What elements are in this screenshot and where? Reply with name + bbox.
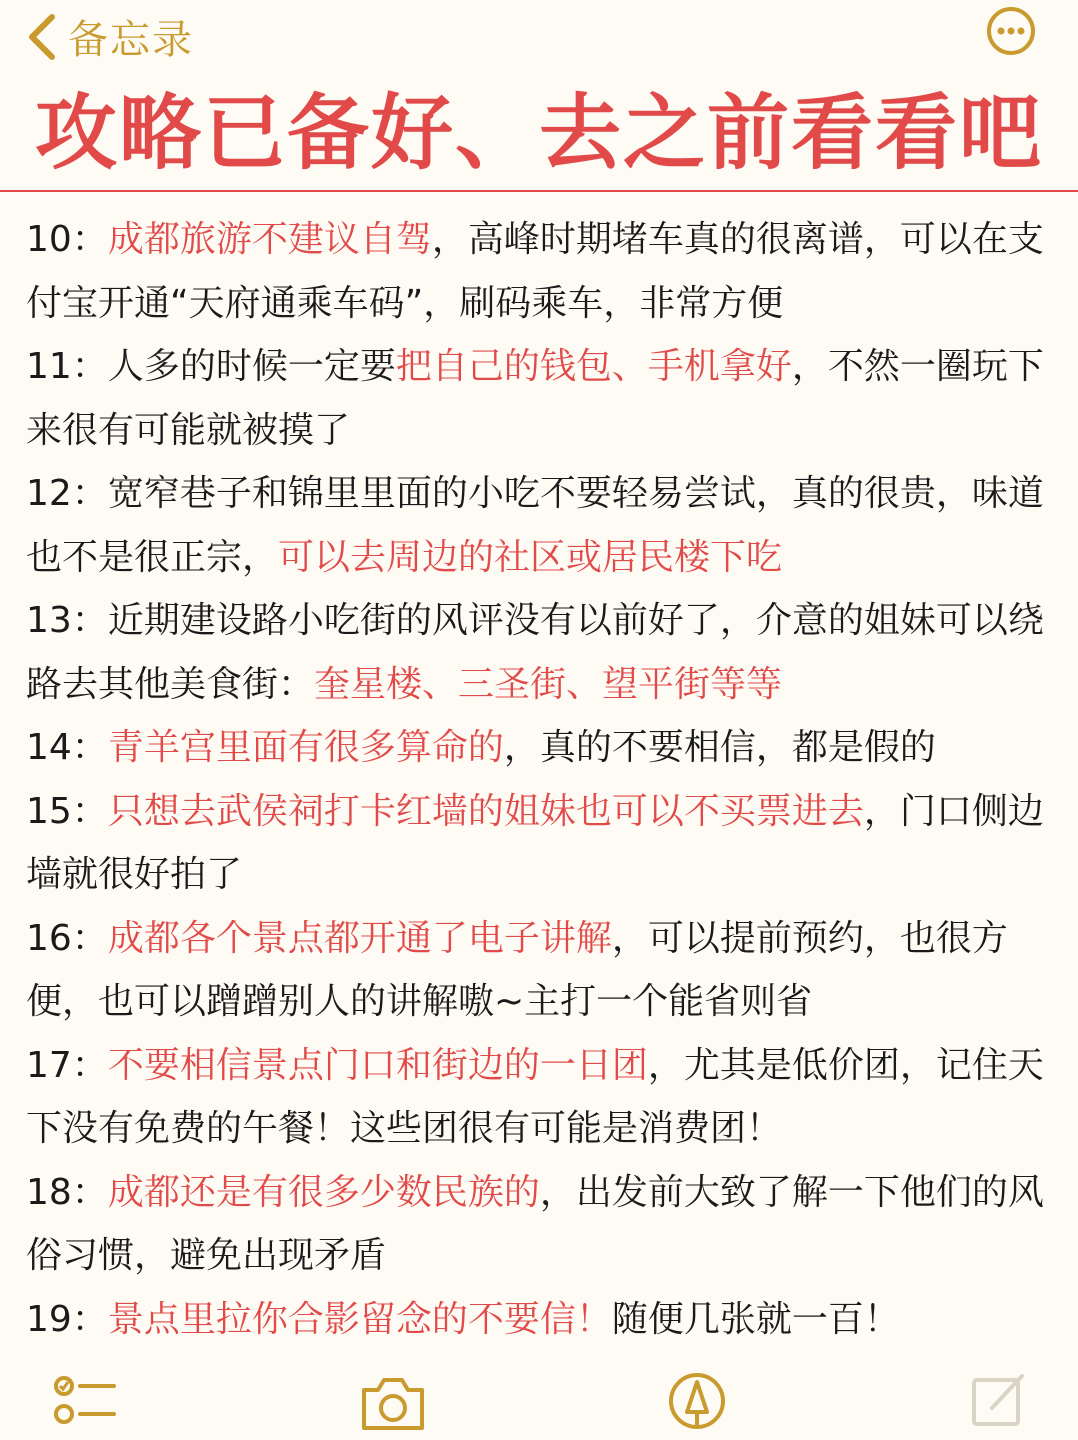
note-title: 攻略已备好、去之前看看吧 (34, 86, 1043, 181)
tip-number: 17： (26, 1044, 108, 1086)
tip-item (26, 1034, 1056, 1161)
tip-highlight-text: 把自己的钱包、手机拿好 (395, 346, 792, 387)
more-horizontal-circle-icon (986, 6, 1036, 56)
compose-button[interactable] (968, 1370, 1028, 1434)
tip-highlight-text: 不要相信景点门口和街边的一日团 (107, 1044, 648, 1086)
tip-item (26, 907, 1056, 1034)
checklist-button[interactable] (52, 1370, 118, 1434)
tip-text: 近期建设路小吃街的风评没有以前好了，介意的姐妹可以绕路去其他美食街： (26, 600, 1044, 705)
tip-item (26, 716, 1056, 780)
tip-number: 16： (26, 917, 108, 959)
more-button[interactable] (986, 6, 1036, 56)
tip-number: 14： (26, 727, 108, 768)
compose-icon (968, 1370, 1028, 1430)
tip-number: 11： (26, 346, 108, 387)
tip-item (26, 1288, 1056, 1352)
tip-text: ，高峰时期堵车真的很离谱，可以在支付宝开通“天府通乘车码”，刷码乘车，非常方便 (26, 219, 1044, 324)
tip-number: 15： (26, 790, 108, 832)
note-body[interactable] (26, 208, 1056, 1351)
markup-button[interactable] (666, 1370, 728, 1436)
tip-item (26, 335, 1056, 462)
title-divider (0, 190, 1078, 192)
tip-highlight-text: 景点里拉你合影留念的不要信！ (107, 1298, 612, 1340)
navigation-bar (0, 0, 1078, 78)
tip-item (26, 462, 1056, 589)
tip-highlight-text: 成都旅游不建议自驾 (107, 219, 432, 260)
tip-text: ，不然一圈玩下来很有可能就被摸了 (26, 346, 1044, 451)
chevron-left-icon (26, 13, 58, 61)
back-label: 备忘录 (68, 17, 194, 63)
tip-text: 宽窄巷子和锦里里面的小吃不要轻易尝试，真的很贵，味道也不是很正宗， (26, 473, 1044, 578)
tip-number: 10： (26, 219, 108, 260)
tip-highlight-text: 成都各个景点都开通了电子讲解 (107, 917, 612, 959)
tip-text: ，真的不要相信，都是假的 (503, 727, 936, 768)
tip-text: ，可以提前预约，也很方便，也可以蹭蹭别人的讲解嗷~主打一个能省则省 (26, 917, 1008, 1022)
tip-text: 人多的时候一定要 (107, 346, 396, 387)
camera-button[interactable] (358, 1370, 428, 1436)
tip-highlight-text: 只想去武侯祠打卡红墙的姐妹也可以不买票进去 (107, 790, 864, 832)
tip-item (26, 780, 1056, 907)
tip-item (26, 1161, 1056, 1288)
tip-number: 12： (26, 473, 108, 514)
tip-text: 随便几张就一百！ (611, 1298, 900, 1340)
tip-highlight-text: 成都还是有很多少数民族的 (107, 1171, 540, 1213)
tip-text: ，出发前大致了解一下他们的风俗习惯，避免出现矛盾 (26, 1171, 1044, 1276)
tip-number: 19： (26, 1298, 108, 1340)
camera-icon (358, 1370, 428, 1432)
tip-highlight-text: 青羊宫里面有很多算命的 (107, 727, 504, 768)
tip-item (26, 589, 1056, 716)
checklist-icon (52, 1370, 118, 1430)
tip-text: ，门口侧边墙就很好拍了 (26, 790, 1044, 895)
tip-number: 13： (26, 600, 108, 641)
back-button[interactable] (26, 8, 194, 65)
tip-number: 18： (26, 1171, 108, 1213)
tip-highlight-text: 奎星楼、三圣街、望平街等等 (314, 663, 783, 705)
tip-highlight-text: 可以去周边的社区或居民楼下吃 (278, 536, 783, 578)
tip-item (26, 208, 1056, 335)
bottom-toolbar (0, 1360, 1078, 1440)
pen-markup-icon (666, 1370, 728, 1432)
tip-text: ，尤其是低价团，记住天下没有免费的午餐！这些团很有可能是消费团！ (26, 1044, 1044, 1149)
